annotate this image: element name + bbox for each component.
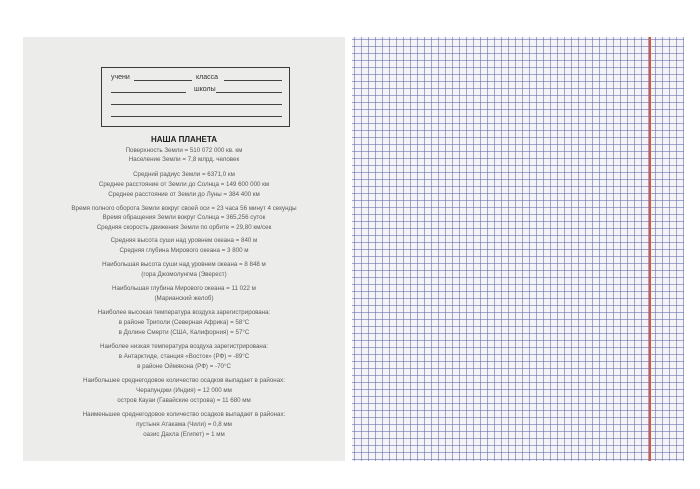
name-box (101, 67, 290, 127)
fact-line: Население Земли = 7,8 млрд. человек (128, 156, 240, 163)
fact-line: Поверхность Земли = 510 072 000 кв. км (125, 147, 243, 154)
fact-line: Время обращения Земли вокруг Солнца = 365,256 суток (102, 214, 266, 221)
fact-line: Среднее расстояние от Земли до Солнца = 149 600 000 км (98, 181, 270, 188)
fact-line: Наиболее низкая температура воздуха зарегистрирована: (99, 343, 268, 350)
class-label: класса (196, 74, 219, 81)
fact-line: Наибольшее среднегодовое количество осадков выпадает в районах: (83, 377, 285, 384)
margin-line (649, 37, 651, 461)
fact-line: в Антарктиде, станция «Восток» (РФ) = -89°С (118, 353, 250, 360)
fact-line: в районе Триполи (Северная Африка) = 58°С (118, 319, 250, 326)
fact-line: Черапунджи (Индия) = 12 000 мм (136, 387, 232, 394)
inside-cover-page (23, 37, 345, 461)
fact-line: оазис Дахла (Египет) = 1 мм (143, 431, 225, 438)
fact-line: Наибольшая высота суши над уровнем океана = 8 848 м (102, 261, 266, 268)
fact-line: Средний радиус Земли = 6371,0 км (133, 171, 235, 178)
fact-line: Средняя глубина Мирового океана = 3 800 м (119, 247, 249, 254)
class-line[interactable] (224, 80, 282, 81)
school-line[interactable] (216, 92, 282, 93)
planet-title: НАША ПЛАНЕТА (150, 135, 217, 144)
blank-line[interactable] (111, 116, 282, 117)
fact-line: (гора Джомолунгма (Эверест) (141, 271, 227, 278)
fact-line: Время полного оборота Земли вокруг своей оси = 23 часа 56 минут 4 секунды (71, 205, 297, 212)
student-line[interactable] (134, 80, 192, 81)
blank-line[interactable] (111, 104, 282, 105)
fact-line: в районе Оймякона (РФ) = -70°С (137, 363, 231, 370)
fact-line: в Долине Смерти (США, Калифорния) = 57°С (118, 329, 250, 336)
grid-paper-page (352, 37, 684, 461)
student-label: учени (111, 74, 130, 81)
fact-line: Средняя скорость движения Земли по орбите = 29,80 км/сек (96, 224, 272, 231)
fact-line: Средняя высота суши над уровнем океана = 840 м (110, 237, 258, 244)
fact-line: Среднее расстояние от Земли до Луны = 384 400 км (108, 191, 260, 198)
school-label: школы (194, 86, 216, 93)
fact-line: пустыня Атакама (Чили) = 0,8 мм (136, 421, 232, 428)
fact-line: (Марианский желоб) (154, 295, 214, 302)
fact-line: Наиболее высокая температура воздуха зарегистрирована: (97, 309, 271, 316)
fact-line: Наибольшая глубина Мирового океана = 11 022 м (112, 285, 256, 292)
fact-line: остров Кауаи (Гавайские острова) = 11 680 мм (117, 397, 251, 404)
fact-line: Наименьшее среднегодовое количество осадков выпадает в районах: (82, 411, 286, 418)
school-line-prefix[interactable] (111, 92, 186, 93)
